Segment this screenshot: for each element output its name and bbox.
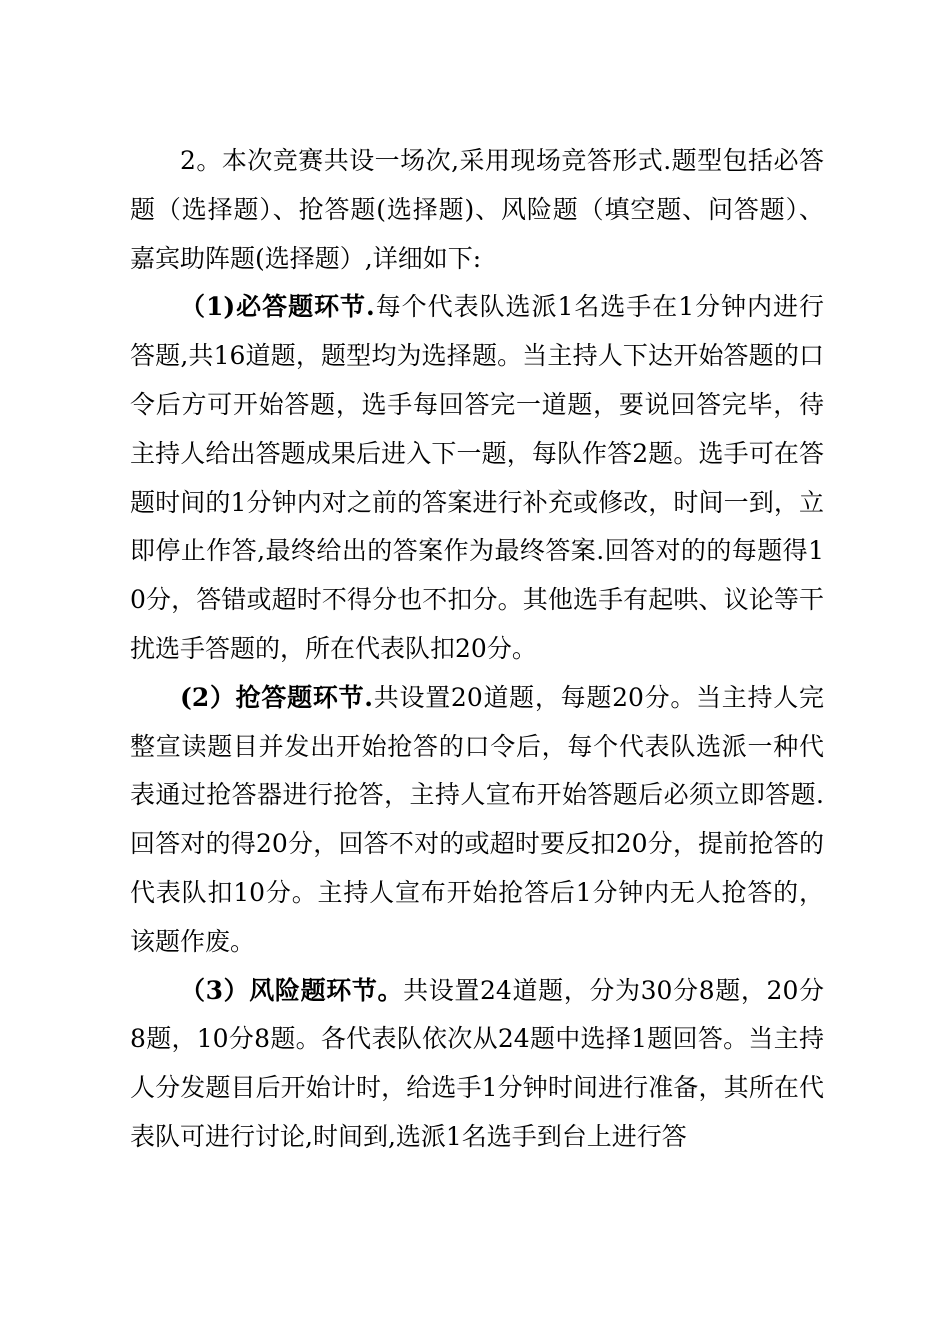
paragraph-required-questions	[130, 283, 824, 673]
paragraph-heading: （1)必答题环节.	[180, 292, 375, 322]
paragraph-text: 共设置20道题，每题20分。当主持人完整宣读题目并发出开始抢答的口令后，每个代表队选派一种代表通过抢答器进行抢答，主持人宣布开始答题后必须立即答题.回答对的得20分，回答不对的或超时要反扣20分，提前抢答的代表队扣10分。主持人宣布开始抢答后1分钟内无人抢答的，该题作废。	[130, 682, 824, 956]
paragraph-heading: (2）抢答题环节.	[180, 682, 374, 712]
paragraph-text: 每个代表队选派1名选手在1分钟内进行答题,共16道题，题型均为选择题。当主持人下达开始答题的口令后方可开始答题，选手每回答完一道题，要说回答完毕，待主持人给出答题成果后进入下一题，每队作答2题。选手可在答题时间的1分钟内对之前的答案进行补充或修改，时间一到，立即停止作答,最终给出的答案作为最终答案.回答对的的每题得10分，答错或超时不得分也不扣分。其他选手有起哄、议论等干扰选手答题的，所在代表队扣20分。	[130, 292, 824, 663]
paragraph-heading: （3）风险题环节。	[180, 975, 404, 1005]
paragraph-text: 共设置24道题，分为30分8题，20分8题，10分8题。各代表队依次从24题中选择1题回答。当主持人分发题目后开始计时，给选手1分钟时间进行准备，其所在代表队可进行讨论,时间到,选派1名选手到台上进行答	[130, 975, 824, 1151]
document-body	[130, 137, 824, 1162]
paragraph-buzzer-questions	[130, 674, 824, 967]
paragraph-text: 2。本次竞赛共设一场次,采用现场竞答形式.题型包括必答题（选择题）、抢答题(选择题)、风险题（填空题、问答题）、嘉宾助阵题(选择题）,详细如下:	[130, 146, 824, 273]
paragraph-risk-questions	[130, 967, 824, 1162]
paragraph-intro	[130, 137, 824, 283]
